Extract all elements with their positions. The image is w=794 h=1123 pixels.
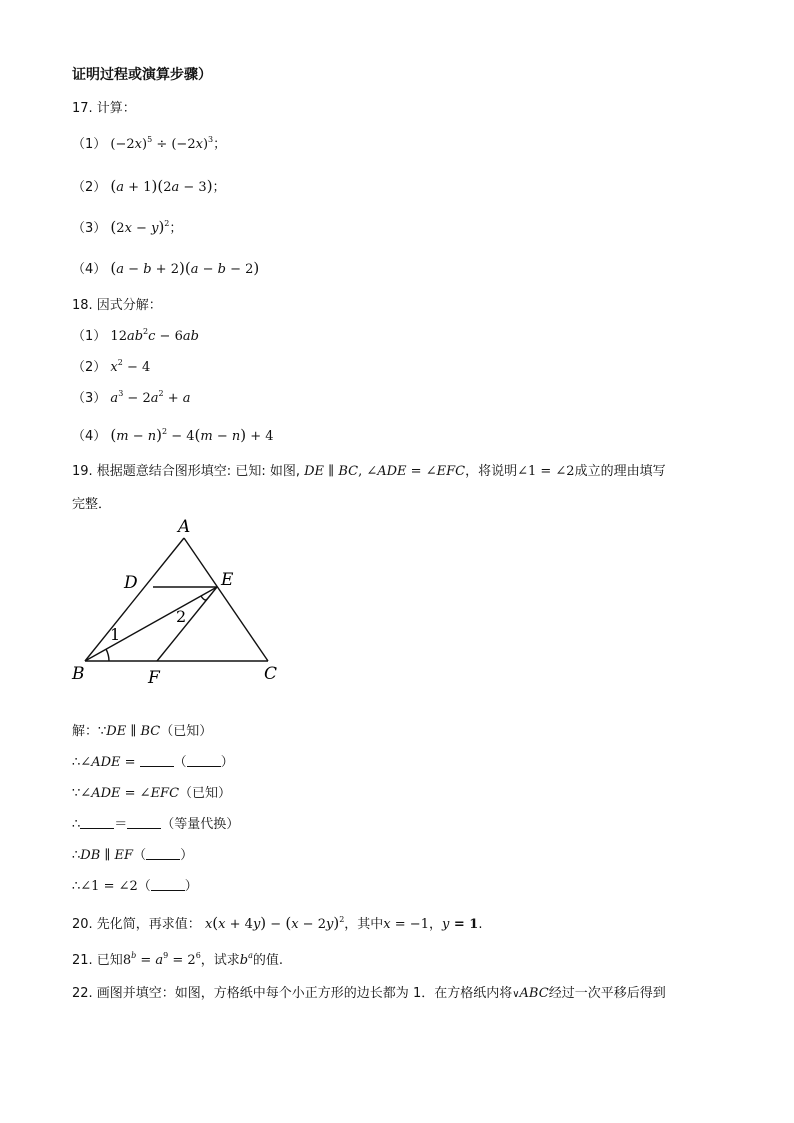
q21-statement: 21. 已知$8^b = a^9 = 2^6$，试求$b^a$的值. xyxy=(72,951,284,968)
q19-statement: 19. 根据题意结合图形填空: 已知: 如图, DE ∥ BC, ∠ADE = ∠EFC，将说明∠1 = ∠2成立的理由填写 xyxy=(72,464,666,479)
q18-item-2: （2） $x^2 - 4$ xyxy=(72,358,151,375)
section-header: 证明过程或演算步骤） xyxy=(72,67,212,83)
segment-be xyxy=(85,587,217,661)
q18-item-3: （3） $a^3 - 2a^2 + a$ xyxy=(72,389,191,406)
q17-item-3: （3） $(2x - y)^2$； xyxy=(72,218,183,236)
solution-line-5: ∴DB ∥ EF（ ） xyxy=(72,848,194,863)
q17-item-2: （2） (a + 1)(2a − 3)； xyxy=(72,177,226,195)
blank[interactable] xyxy=(140,754,174,767)
q17-item-4: （4） (a − b + 2)(a − b − 2) xyxy=(72,259,260,277)
q18-item-4: （4） $(m - n)^2 - 4(m - n) + 4$ xyxy=(72,426,274,444)
segment-ef xyxy=(157,587,217,661)
label-f: F xyxy=(148,668,160,688)
label-d: D xyxy=(124,573,138,593)
q20-statement: 20. 先化简，再求值： $x(x + 4y) - (x - 2y)^2$，其中x = −1，y = 1. xyxy=(72,914,483,932)
label-b: B xyxy=(72,664,85,684)
label-e: E xyxy=(221,570,234,590)
label-a: A xyxy=(178,517,191,537)
blank[interactable] xyxy=(127,816,161,829)
solution-line-1: 解：∵DE ∥ BC（已知） xyxy=(72,724,213,739)
q17-title: 17. 计算： xyxy=(72,101,136,116)
angle-2-arc xyxy=(201,596,207,600)
triangle-figure xyxy=(66,512,296,692)
solution-line-2: ∴∠ADE = （ ） xyxy=(72,755,234,770)
q22-statement: 22. 画图并填空：如图，方格纸中每个小正方形的边长都为 1．在方格纸内将∨ABC经过一次平移后得到 xyxy=(72,986,666,1001)
blank[interactable] xyxy=(146,847,180,860)
q19-statement-cont: 完整． xyxy=(72,497,112,512)
label-angle-1: 1 xyxy=(110,625,121,644)
blank[interactable] xyxy=(80,816,114,829)
label-c: C xyxy=(264,664,278,684)
solution-line-3: ∵∠ADE = ∠EFC（已知） xyxy=(72,786,232,801)
label-angle-2: 2 xyxy=(176,607,187,626)
q18-item-1: （1） $12ab^2c - 6ab$ xyxy=(72,327,199,344)
q17-item-1: （1） $(-2x)^5 \div (-2x)^3$； xyxy=(72,135,227,152)
segment-ab xyxy=(85,538,187,661)
blank[interactable] xyxy=(187,754,221,767)
angle-1-arc xyxy=(106,649,109,661)
q18-title: 18. 因式分解： xyxy=(72,298,162,313)
segment-ac xyxy=(184,538,268,661)
solution-line-6: ∴∠1 = ∠2（ ） xyxy=(72,879,198,894)
blank[interactable] xyxy=(151,878,185,891)
solution-line-4: ∴ ＝ （等量代换） xyxy=(72,817,240,832)
